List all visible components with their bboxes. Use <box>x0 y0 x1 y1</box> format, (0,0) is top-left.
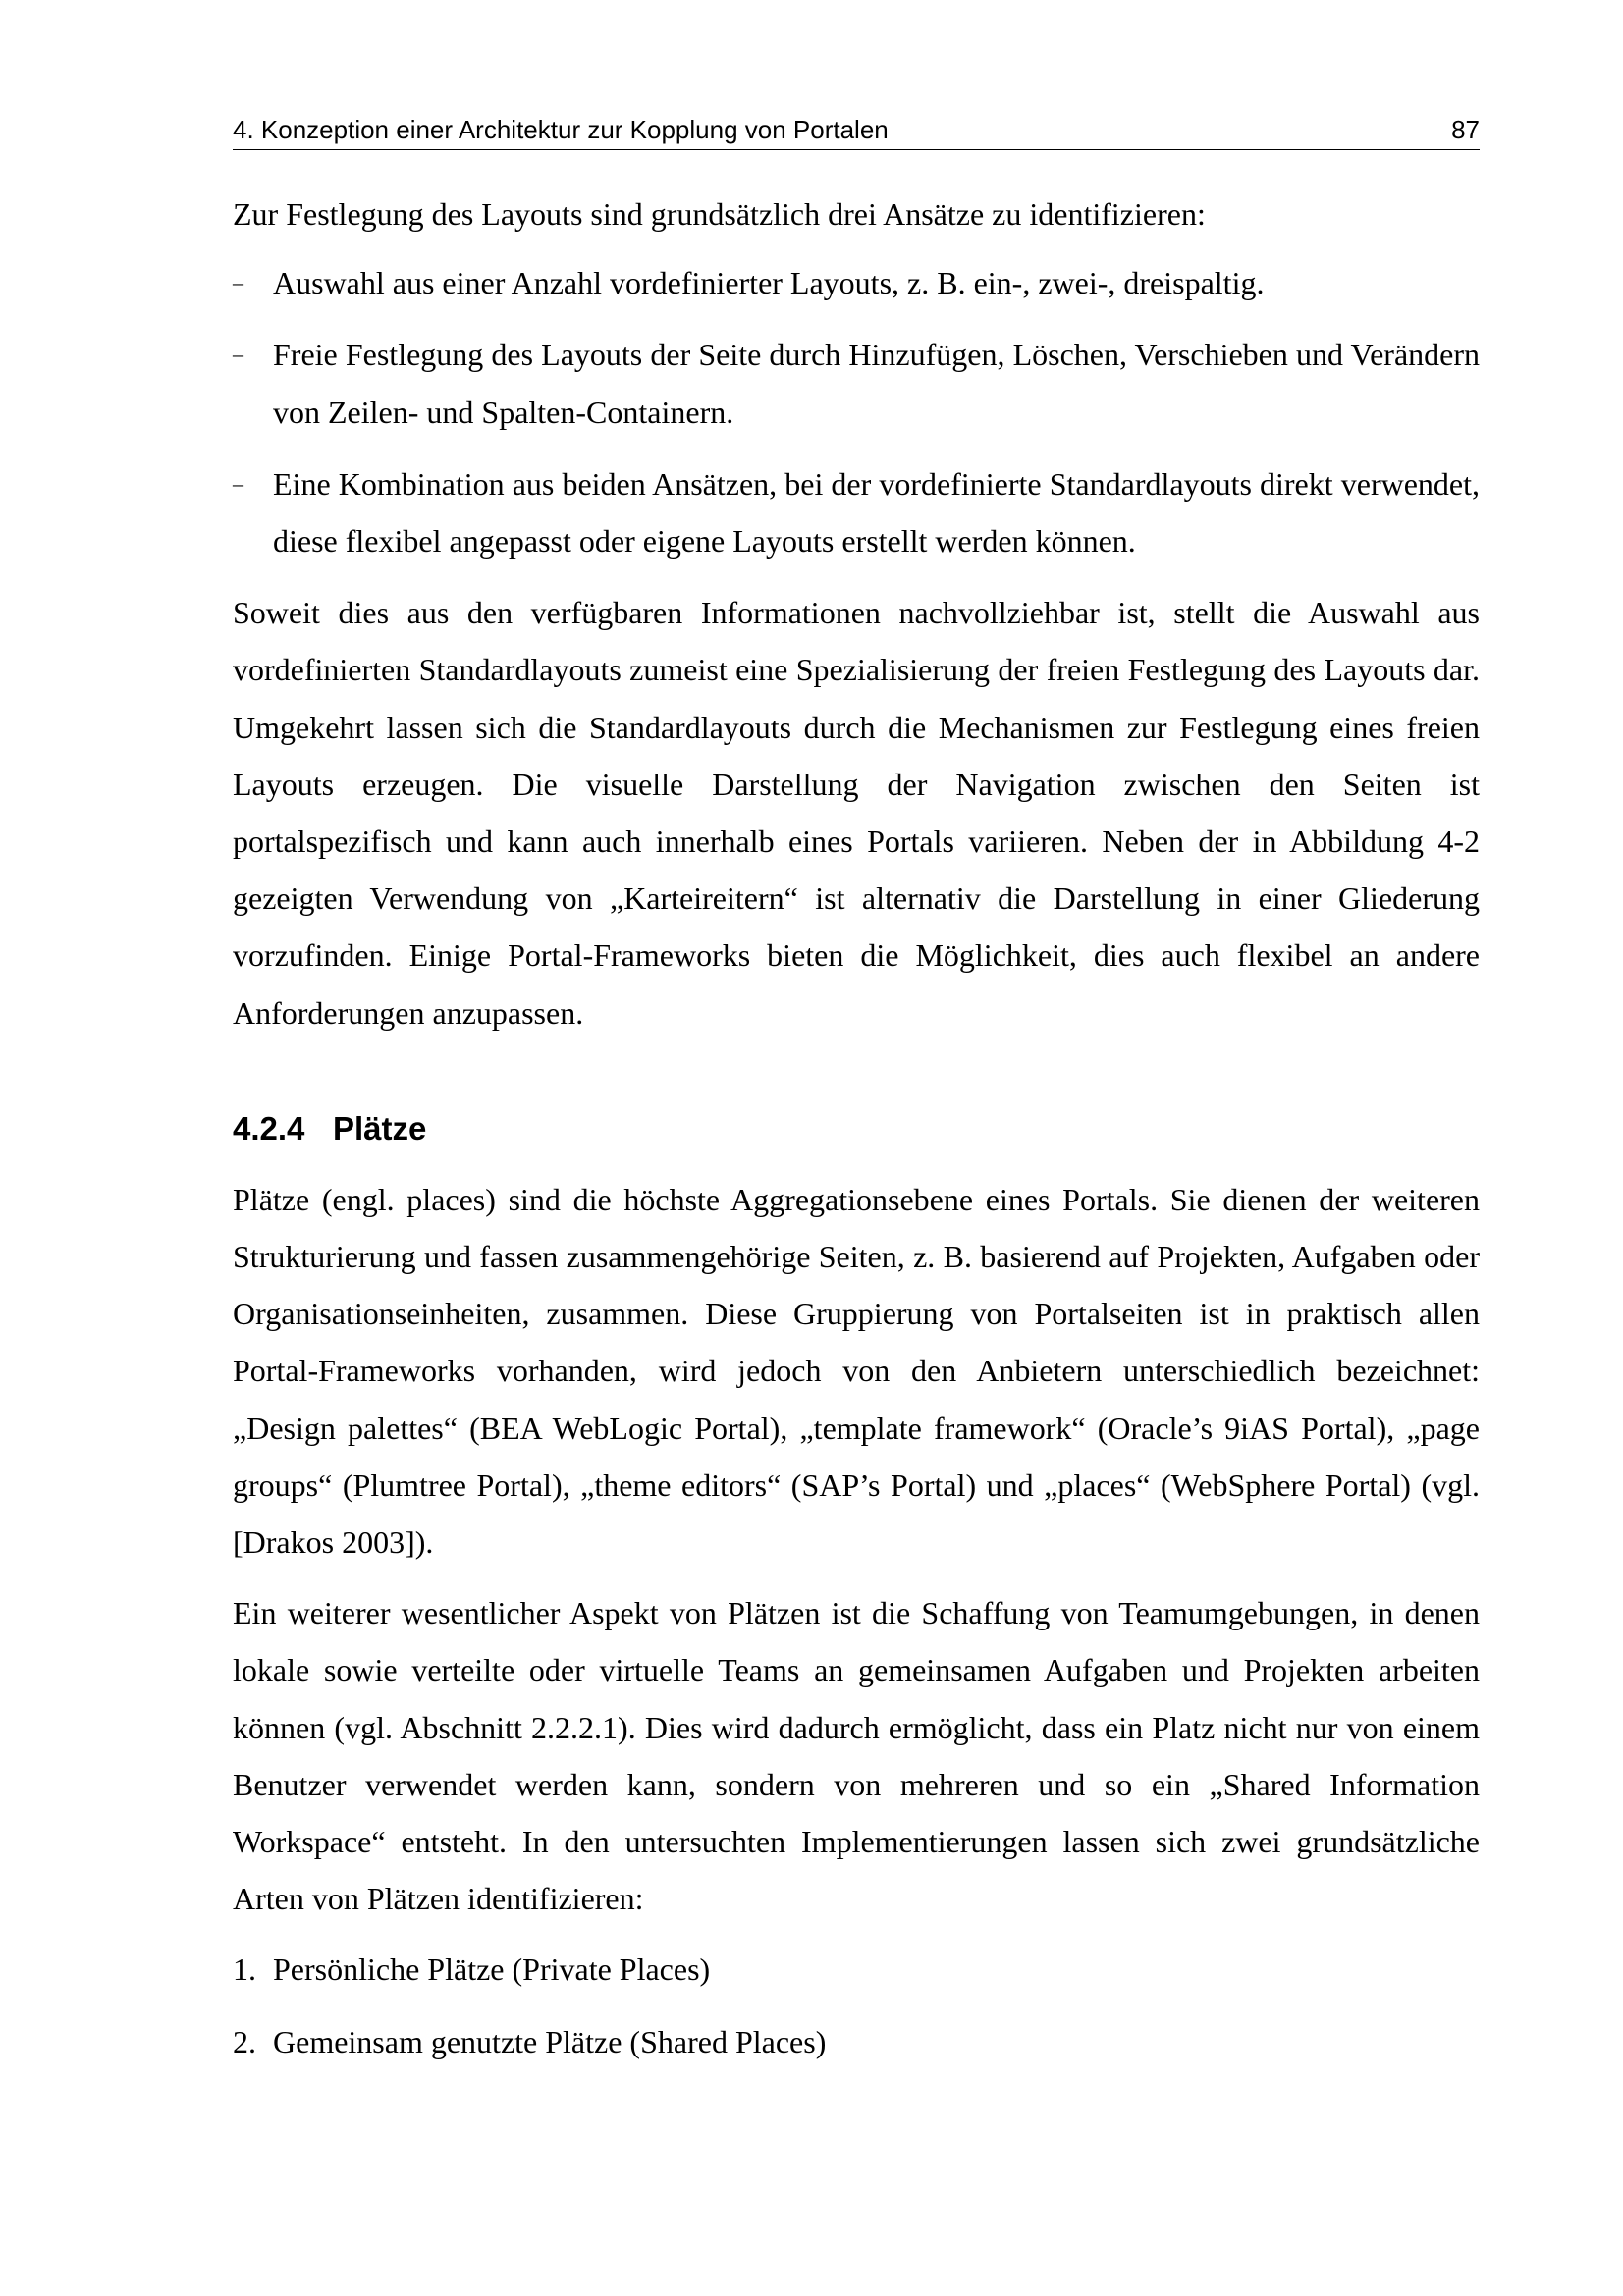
dash-bullet: – <box>233 270 243 295</box>
layout-discussion-paragraph: Soweit dies aus den verfügbaren Informationen nachvollziehbar ist, stellt die Auswahl aus vordefinierten Standardlayouts zumeist eine Spezialisierung der freien Festlegung des Layouts dar. Umgekehrt lassen sich die Standardlayouts durch die Mechanismen zur Festlegung eines freien Layouts erzeugen. Die visuelle Darstellung der Navigation zwischen den Seiten ist portalspezifisch und kann auch innerhalb eines Portals variieren. Neben der in Abbildung 4-2 gezeigten Verwendung von „Karteireitern“ ist alternativ die Darstellung in einer Gliederung vorzufinden. Einige Portal-Frameworks bieten die Möglichkeit, dies auch flexibel an andere Anforderungen anzupassen. <box>233 595 1480 1031</box>
places-paragraph-2: Ein weiterer wesentlicher Aspekt von Plätzen ist die Schaffung von Teamumgebungen, in denen lokale sowie verteilte oder virtuelle Teams an gemeinsamen Aufgaben und Projekten arbeiten können (vgl. Abschnitt 2.2.2.1). Dies wird dadurch ermöglicht, dass ein Platz nicht nur von einem Benutzer verwendet werden kann, sondern von mehreren und so ein „Shared Information Workspace“ entsteht. In den untersuchten Implementierungen lassen sich zwei grundsätzliche Arten von Plätzen identifizieren: <box>233 1595 1480 1917</box>
list-item-text: Persönliche Plätze (Private Places) <box>273 1951 711 1988</box>
list-item <box>233 326 1480 440</box>
list-item-text: Gemeinsam genutzte Plätze (Shared Places) <box>273 2023 827 2059</box>
intro-paragraph: Zur Festlegung des Layouts sind grundsätzlich drei Ansätze zu identifizieren: <box>233 196 1206 232</box>
place-types-list <box>233 1941 1480 2069</box>
list-item-text: Auswahl aus einer Anzahl vordefinierter Layouts, z. B. ein-, zwei-, dreispaltig. <box>273 265 1265 301</box>
section-title: Plätze <box>333 1109 427 1147</box>
list-item <box>233 1941 1480 1998</box>
approaches-list <box>233 254 1480 569</box>
list-item-text: Freie Festlegung des Layouts der Seite durch Hinzufügen, Löschen, Verschieben und Verändern von Zeilen- und Spalten-Containern. <box>273 337 1480 430</box>
running-head-title: 4. Konzeption einer Architektur zur Kopplung von Portalen <box>233 115 889 144</box>
section-heading <box>233 1100 1480 1157</box>
list-item <box>233 2013 1480 2070</box>
page-number: 87 <box>1451 115 1480 144</box>
places-paragraph-1: Plätze (engl. places) sind die höchste Aggregationsebene eines Portals. Sie dienen der weiteren Strukturierung und fassen zusammengehörige Seiten, z. B. basierend auf Projekten, Aufgaben oder Organisationseinheiten, zusammen. Diese Gruppierung von Portalseiten ist in praktisch allen Portal-Frameworks vorhanden, wird jedoch von den Anbietern unterschiedlich bezeichnet: „Design palettes“ (BEA WebLogic Portal), „template framework“ (Oracle’s 9iAS Portal), „page groups“ (Plumtree Portal), „theme editors“ (SAP’s Portal) und „places“ (WebSphere Portal) (vgl. [Drakos 2003]). <box>233 1181 1480 1561</box>
list-item <box>233 455 1480 569</box>
section-number: 4.2.4 <box>233 1109 305 1147</box>
dash-bullet: – <box>233 470 243 496</box>
running-head <box>233 110 1480 150</box>
list-item-text: Eine Kombination aus beiden Ansätzen, bei der vordefinierte Standardlayouts direkt verwendet, diese flexibel angepasst oder eigene Layouts erstellt werden können. <box>273 465 1480 560</box>
dash-bullet: – <box>233 342 243 367</box>
list-item <box>233 254 1480 311</box>
list-number: 1. <box>233 1951 256 1988</box>
list-number: 2. <box>233 2023 256 2059</box>
body-text <box>233 186 1480 2085</box>
